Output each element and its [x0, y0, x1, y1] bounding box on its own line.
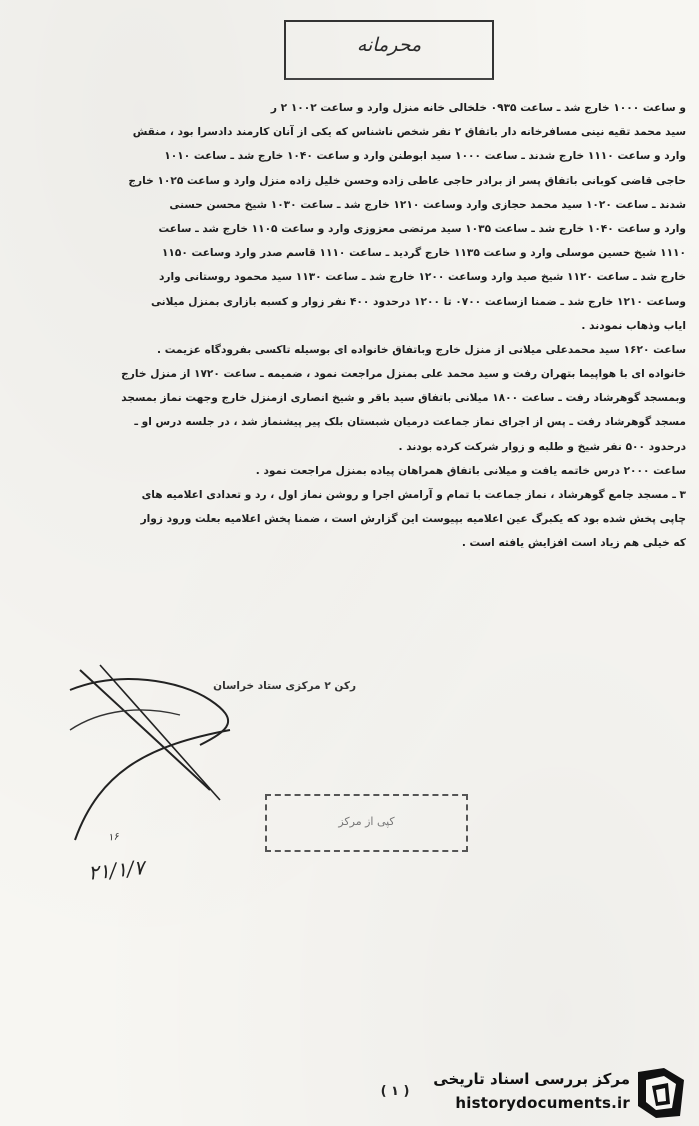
- report-line: وساعت ۱۲۱۰ خارج شد ـ ضمنا ازساعت ۰۷۰۰ تا ۱۲۰۰ درحدود ۴۰۰ نفر زوار و کسبه بازاری بمنزل میلانی: [150, 295, 686, 308]
- stamp-text: کپی از مرکز: [338, 815, 395, 828]
- report-line: ایاب وذهاب نمودند .: [581, 319, 686, 332]
- report-body: [18, 96, 686, 556]
- site-watermark: [428, 1064, 690, 1122]
- report-line: وبمسجد گوهرشاد رفت ـ ساعت ۱۸۰۰ میلانی باتفاق سید باقر و شیخ انصاری ازمنزل خارج وجهت نماز بمسجد: [121, 392, 686, 405]
- report-line: ۳ ـ مسجد جامع گوهرشاد ، نماز جماعت با تمام و آرامش اجرا و روشن نماز اول ، رد و تعدادی اعلامیه های: [141, 489, 686, 501]
- report-line: چاپی پخش شده بود که یکبرگ عین اعلامیه بپیوست این گزارش است ، ضمنا پخش اعلامیه بعلت ورود زوار: [140, 513, 686, 526]
- report-line: ساعت ۱۶۲۰ سید محمدعلی میلانی از منزل خارج وباتفاق خانواده ای بوسیله تاکسی بفرودگاه عزیمت .: [157, 343, 686, 356]
- handwritten-note: ۱۶: [107, 831, 120, 844]
- report-line: ۱۱۱۰ شیخ حسین موسلی وارد و ساعت ۱۱۳۵ خارج گردید ـ ساعت ۱۱۱۰ قاسم صدر وارد وساعت ۱۱۵۰: [161, 247, 686, 260]
- site-url: historydocuments.ir: [455, 1094, 630, 1112]
- site-title: مرکز بررسی اسناد تاریخی: [433, 1070, 630, 1088]
- report-line: وارد و ساعت ۱۰۴۰ خارج شد ـ ساعت ۱۰۳۵ سید مرتضی معزوزی وارد و ساعت ۱۱۰۵ خارج شد ـ ساعت: [158, 222, 686, 235]
- report-line: خارج شد ـ ساعت ۱۱۲۰ شیخ صید وارد وساعت ۱۲۰۰ خارج شد ـ ساعت ۱۱۳۰ سید محمود روستانی وارد: [158, 271, 686, 284]
- report-line: حاجی قاضی کوبانی باتفاق پسر از برادر حاجی عاطی زاده وحسن خلیل زاده منزل وارد و ساعت ۱۰۲۵ خارج: [128, 174, 686, 187]
- stamp-box: [265, 794, 468, 852]
- signature-caption: رکن ۲ مرکزی ستاد خراسان: [213, 680, 356, 692]
- page-number: ( ۱ ): [380, 1084, 410, 1099]
- report-line: وارد و ساعت ۱۱۱۰ خارج شدند ـ ساعت ۱۰۰۰ سید ابوطنن وارد و ساعت ۱۰۴۰ خارج شد ـ ساعت ۱۰۱۰: [164, 150, 686, 163]
- handwritten-date: ۲۱/۱/۷: [86, 855, 146, 885]
- report-line: خانواده ای با هواپیما بتهران رفت و سید محمد علی بمنزل مراجعت نمود ، ضمیمه ـ ساعت ۱۷۲۰ از منزل خارج: [121, 368, 686, 381]
- report-line: و ساعت ۱۰۰۰ خارج شد ـ ساعت ۰۹۳۵ خلخالی خانه منزل وارد و ساعت ۱۰۰۲ ۲ ر: [270, 102, 686, 114]
- report-line: سید محمد تقیه نینی مسافرخانه دار باتفاق ۲ نفر شخص ناشناس که یکی از آنان کارمند دادسرا بود ، منقش: [132, 126, 686, 139]
- classification-box: [284, 20, 494, 80]
- report-line: درحدود ۵۰۰ نفر شیخ و طلبه و زوار شرکت کرده بودند .: [398, 440, 686, 453]
- book-logo-icon: [634, 1066, 688, 1120]
- report-line: ساعت ۲۰۰۰ درس خاتمه یافت و میلانی باتفاق همراهان پیاده بمنزل مراجعت نمود .: [255, 464, 686, 477]
- report-line: که خیلی هم زیاد است افزایش یافته است .: [461, 537, 686, 550]
- classification-title: محرمانه: [356, 34, 422, 56]
- report-line: شدند ـ ساعت ۱۰۲۰ سید محمد حجازی وارد وساعت ۱۲۱۰ خارج شد ـ ساعت ۱۰۳۰ شیخ محسن حسنی: [169, 198, 686, 211]
- report-line: مسجد گوهرشاد رفت ـ پس از اجرای نماز جماعت درمیان شبستان بلک پیر پیشنماز شد ، در جلسه درس او ـ: [134, 416, 686, 429]
